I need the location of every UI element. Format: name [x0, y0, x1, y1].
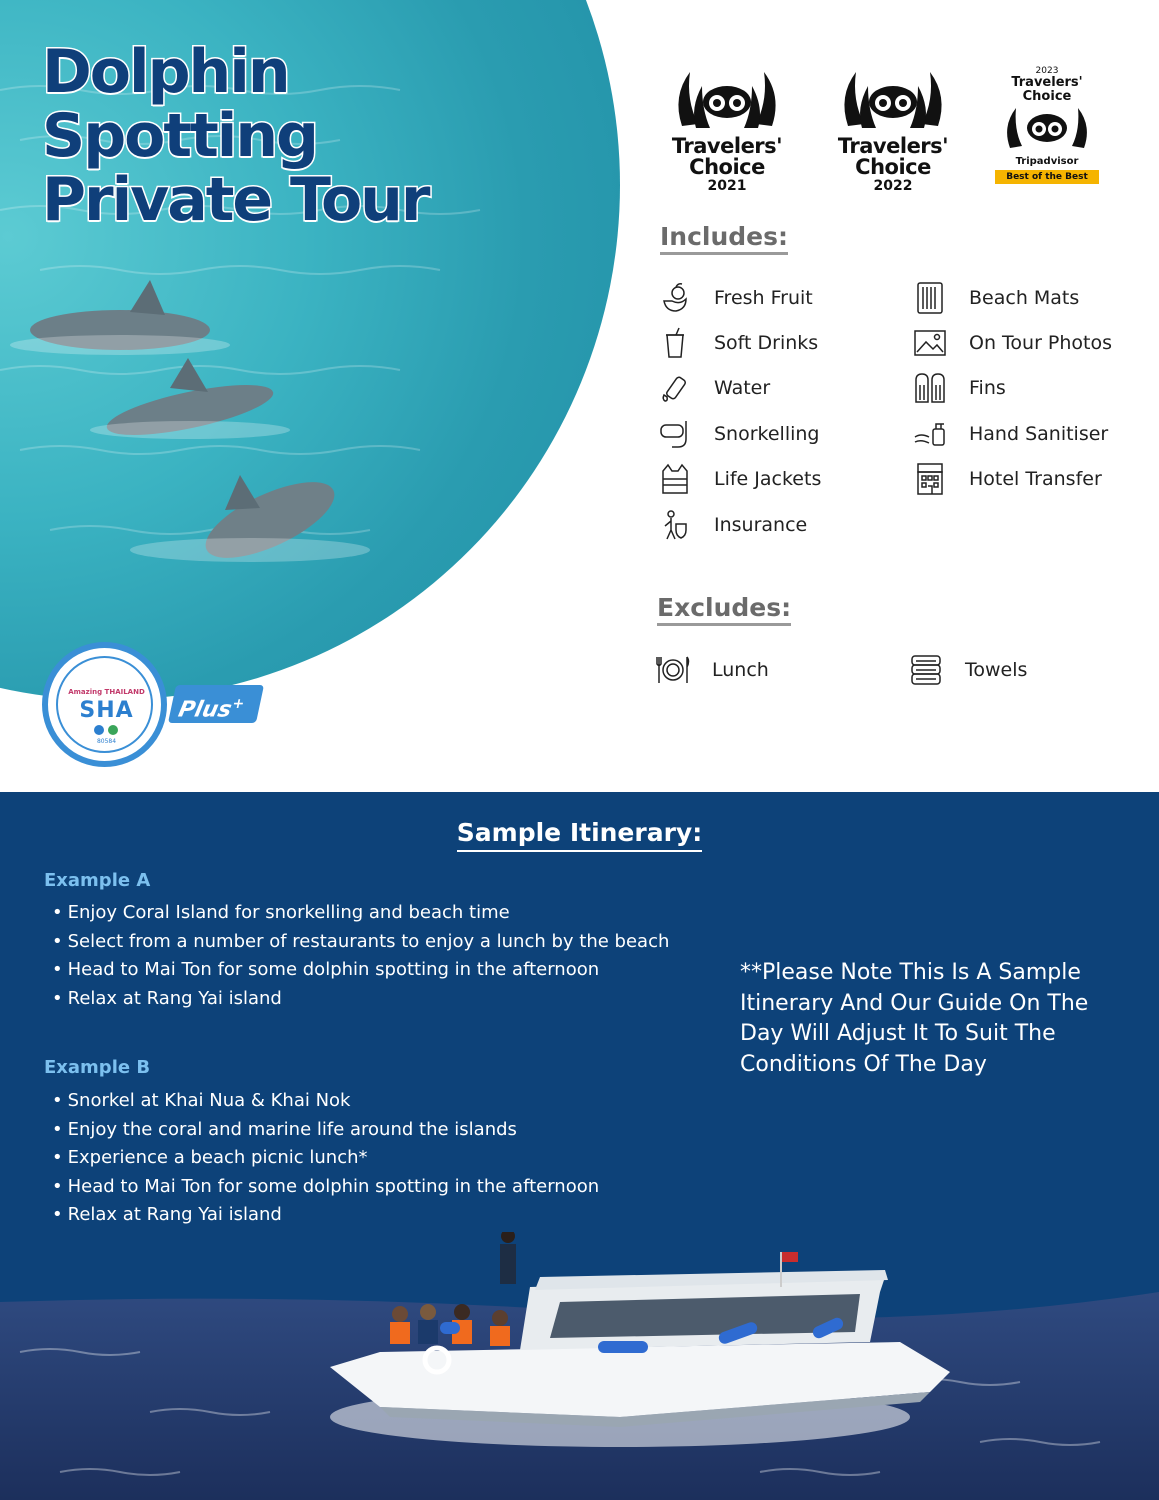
sha-badge: [42, 642, 167, 767]
title-line-1: Dolphin: [42, 37, 289, 107]
exclude-label: Towels: [965, 659, 1028, 681]
award-2021: [662, 66, 792, 196]
sha-plus-text: Plus: [176, 697, 234, 723]
list-item: • Relax at Rang Yai island: [52, 1201, 599, 1230]
cup-icon: [658, 326, 692, 360]
award-year: 2022: [873, 178, 913, 194]
itinerary-note: **Please Note This Is A Sample Itinerary And Our Guide On The Day Will Adjust It To Suit The Conditions Of The Day: [740, 960, 1089, 1077]
life-jacket-icon: [658, 462, 692, 496]
list-item: • Relax at Rang Yai island: [52, 985, 669, 1014]
best-of-best-tag: Best of the Best: [995, 170, 1099, 184]
hotel-icon: [913, 462, 947, 496]
sha-text: SHA: [79, 698, 134, 723]
include-label: Hand Sanitiser: [969, 423, 1109, 445]
example-a-label: Example A: [44, 870, 151, 891]
include-item-snorkelling: [658, 417, 820, 451]
include-item-fresh-fruit: [658, 281, 813, 315]
include-item-soft-drinks: [658, 326, 818, 360]
award-year: 2023: [1035, 66, 1059, 76]
award-brand: Tripadvisor: [1015, 156, 1079, 167]
sha-number: 80584: [96, 738, 117, 745]
sanitiser-icon: [913, 417, 947, 451]
list-item: • Experience a beach picnic lunch*: [52, 1144, 599, 1173]
sha-badge-inner: [56, 656, 153, 753]
sha-seal-icons: [92, 724, 122, 736]
plate-cutlery-icon: [656, 653, 690, 687]
award-2023: [988, 66, 1106, 184]
page-title: [42, 37, 522, 235]
include-item-hotel-transfer: [913, 462, 1102, 496]
beach-mat-icon: [913, 281, 947, 315]
include-item-water: [658, 371, 770, 405]
example-b-list: [52, 1087, 599, 1230]
include-item-life-jackets: [658, 462, 821, 496]
insurance-icon: [658, 508, 692, 542]
include-item-on-tour-photos: [913, 326, 1112, 360]
include-item-insurance: [658, 508, 807, 542]
itinerary-title: Sample Itinerary:: [457, 818, 702, 852]
list-item: • Enjoy Coral Island for snorkelling and beach time: [52, 899, 669, 928]
towels-icon: [909, 653, 943, 687]
title-line-3: Private Tour: [42, 165, 429, 235]
award-year: 2021: [707, 178, 747, 194]
award-title: Travelers' Choice: [1011, 75, 1083, 104]
title-line-2: Spotting: [42, 101, 317, 171]
sha-plus-tag: Plus+: [168, 685, 264, 723]
include-label: Fins: [969, 377, 1006, 399]
award-title: Travelers' Choice: [671, 134, 783, 179]
itinerary-heading: [0, 818, 1159, 847]
itinerary-section: [0, 792, 1159, 1500]
tripadvisor-owl-laurel-icon: [838, 66, 948, 132]
example-b-label: Example B: [44, 1057, 151, 1078]
list-item: • Snorkel at Khai Nua & Khai Nok: [52, 1087, 599, 1116]
include-label: Life Jackets: [714, 468, 822, 490]
include-item-beach-mats: [913, 281, 1079, 315]
exclude-item-lunch: [656, 653, 769, 687]
tripadvisor-owl-laurel-icon: [672, 66, 782, 132]
example-a-list: [52, 899, 669, 1013]
excludes-heading: Excludes:: [657, 593, 791, 626]
exclude-item-towels: [909, 653, 1027, 687]
include-label: On Tour Photos: [969, 332, 1113, 354]
include-item-hand-sanitiser: [913, 417, 1108, 451]
water-bottle-icon: [658, 371, 692, 405]
sha-amazing-text: Amazing THAILAND: [68, 688, 145, 696]
include-label: Fresh Fruit: [714, 287, 813, 309]
fruit-icon: [658, 281, 692, 315]
speedboat-photo: [0, 1232, 1159, 1500]
exclude-label: Lunch: [712, 659, 769, 681]
list-item: • Select from a number of restaurants to enjoy a lunch by the beach: [52, 928, 669, 957]
award-title: Travelers' Choice: [837, 134, 949, 179]
includes-heading: Includes:: [660, 222, 788, 255]
photo-icon: [913, 326, 947, 360]
tripadvisor-owl-laurel-icon: [1002, 104, 1092, 150]
include-label: Soft Drinks: [714, 332, 819, 354]
include-label: Hotel Transfer: [969, 468, 1102, 490]
include-label: Water: [714, 377, 771, 399]
include-label: Snorkelling: [714, 423, 820, 445]
include-label: Beach Mats: [969, 287, 1080, 309]
snorkel-mask-icon: [658, 417, 692, 451]
list-item: • Head to Mai Ton for some dolphin spotting in the afternoon: [52, 1173, 599, 1202]
include-item-fins: [913, 371, 1006, 405]
award-2022: [828, 66, 958, 196]
list-item: • Head to Mai Ton for some dolphin spotting in the afternoon: [52, 956, 669, 985]
list-item: • Enjoy the coral and marine life around the islands: [52, 1116, 599, 1145]
include-label: Insurance: [714, 514, 808, 536]
fins-icon: [913, 371, 947, 405]
